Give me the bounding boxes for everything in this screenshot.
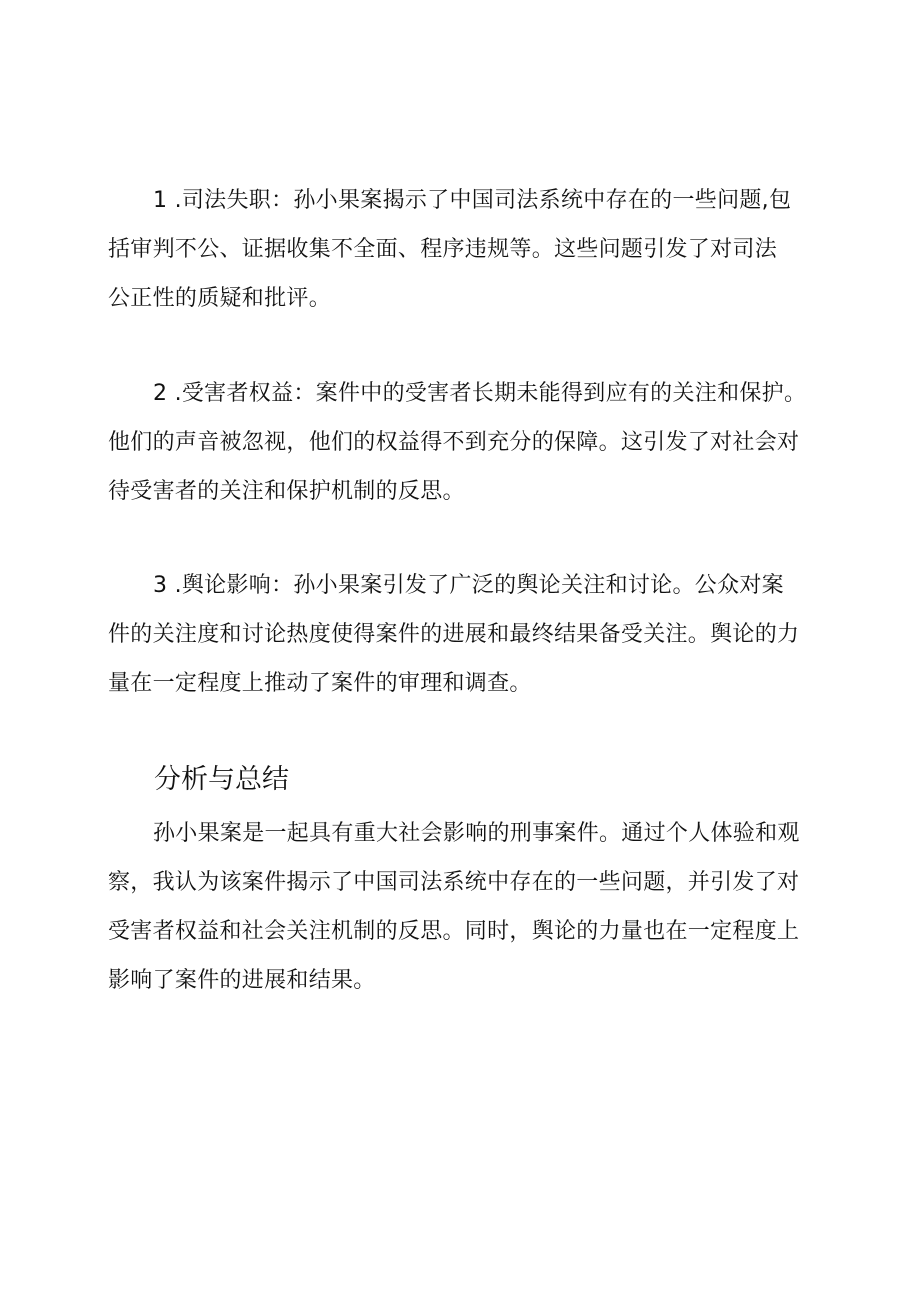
text-line: 1 .司法失职：孙小果案揭示了中国司法系统中存在的一些问题,包 [153,188,792,213]
text-line: 孙小果案是一起具有重大社会影响的刑事案件。通过个人体验和观 [153,821,800,846]
text-line: 括审判不公、证据收集不全面、程序违规等。这些问题引发了对司法 [108,237,778,262]
section-heading: 分析与总结 [154,764,289,795]
text-line: 影响了案件的进展和结果。 [108,968,376,993]
text-line: 公正性的质疑和批评。 [108,286,332,311]
text-line: 受害者权益和社会关注机制的反思。同时，舆论的力量也在一定程度上 [108,919,800,944]
text-line: 察，我认为该案件揭示了中国司法系统中存在的一些问题，并引发了对 [108,870,800,895]
text-line: 3 .舆论影响：孙小果案引发了广泛的舆论关注和讨论。公众对案 [153,573,784,598]
text-line: 待受害者的关注和保护机制的反思。 [108,479,465,504]
list-item-judicial-failure [108,176,820,323]
text-line: 他们的声音被忽视，他们的权益得不到充分的保障。这引发了对社会对 [108,430,800,455]
text-line: 量在一定程度上推动了案件的审理和调查。 [108,671,532,696]
summary-paragraph [108,809,820,1005]
text-line: 2 .受害者权益：案件中的受害者长期未能得到应有的关注和保护。 [153,381,807,406]
list-item-victim-rights [108,369,820,516]
list-item-public-opinion [108,561,820,708]
text-line: 件的关注度和讨论热度使得案件的进展和最终结果备受关注。舆论的力 [108,622,800,647]
